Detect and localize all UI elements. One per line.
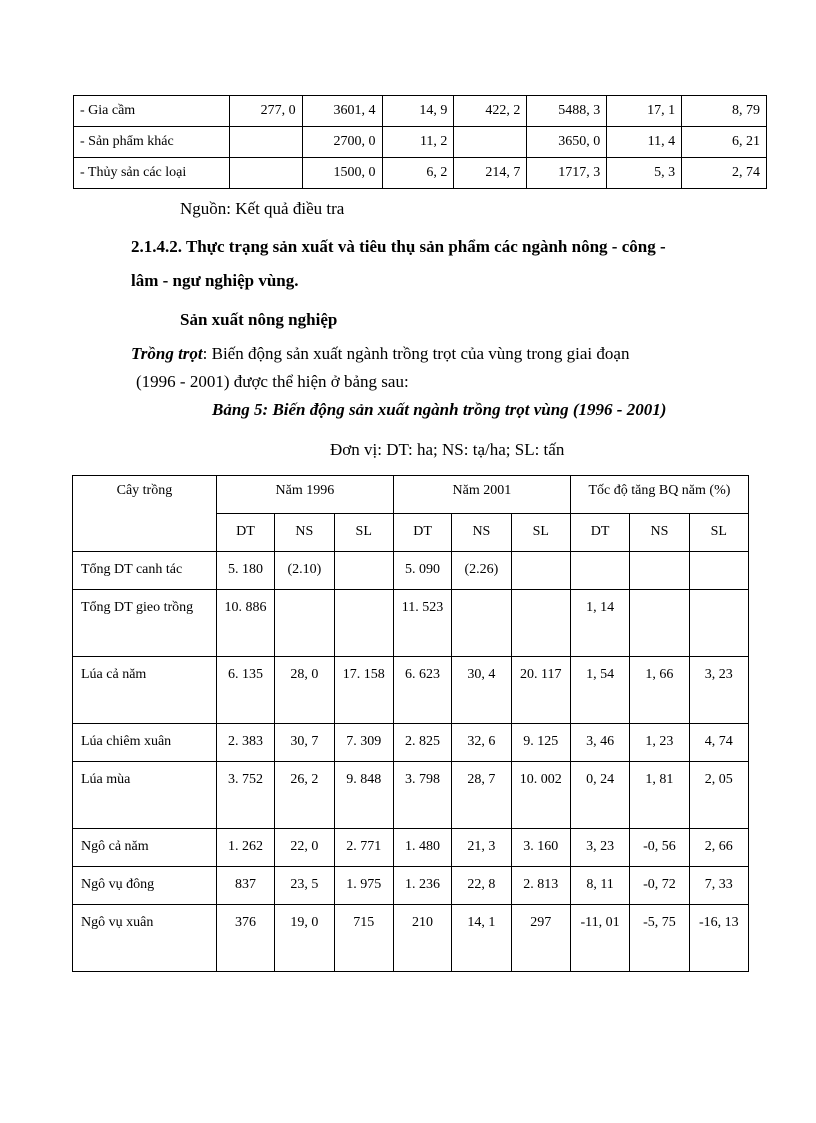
header-row bbox=[73, 476, 749, 514]
row-label: Tổng DT gieo trồng bbox=[73, 590, 217, 657]
table-cell: 1500, 0 bbox=[302, 158, 382, 189]
table-cell: 30, 7 bbox=[275, 724, 334, 762]
table-row bbox=[74, 158, 767, 189]
table-cell: 715 bbox=[334, 905, 393, 972]
table-cell: 11, 2 bbox=[382, 127, 454, 158]
header-year-1996: Năm 1996 bbox=[216, 476, 393, 514]
table-cell: 2. 771 bbox=[334, 829, 393, 867]
table-cell: 6. 135 bbox=[216, 657, 274, 724]
subheader-cell: NS bbox=[275, 514, 334, 552]
table-row bbox=[74, 96, 767, 127]
table-cell: 1, 54 bbox=[570, 657, 629, 724]
subheader-cell: DT bbox=[570, 514, 629, 552]
table-cell: 28, 7 bbox=[452, 762, 511, 829]
table-cell: 210 bbox=[393, 905, 451, 972]
table-cell: 7, 33 bbox=[689, 867, 748, 905]
table-row bbox=[73, 552, 749, 590]
table-cell: 26, 2 bbox=[275, 762, 334, 829]
table-cell bbox=[452, 590, 511, 657]
header-crop: Cây trồng bbox=[73, 476, 217, 552]
row-label: - Gia cầm bbox=[74, 96, 230, 127]
table-cell: 2700, 0 bbox=[302, 127, 382, 158]
intro-paragraph bbox=[131, 344, 629, 364]
table-cell: 5, 3 bbox=[607, 158, 682, 189]
table-cell bbox=[229, 127, 302, 158]
table-cell: (2.26) bbox=[452, 552, 511, 590]
table-cell: 6, 2 bbox=[382, 158, 454, 189]
table-cell: 30, 4 bbox=[452, 657, 511, 724]
section-heading-continued: lâm - ngư nghiệp vùng. bbox=[131, 271, 299, 290]
table-cell: 1. 975 bbox=[334, 867, 393, 905]
table-cell bbox=[630, 552, 689, 590]
row-label: Lúa mùa bbox=[73, 762, 217, 829]
table-cell: 376 bbox=[216, 905, 274, 972]
table-cell bbox=[334, 552, 393, 590]
section-heading: 2.1.4.2. Thực trạng sản xuất và tiêu thụ sản phẩm các ngành nông - công - bbox=[131, 237, 666, 256]
table-cell bbox=[334, 590, 393, 657]
table-cell: 22, 0 bbox=[275, 829, 334, 867]
table-cell: 5488, 3 bbox=[527, 96, 607, 127]
row-label: - Thủy sản các loại bbox=[74, 158, 230, 189]
table-row bbox=[73, 829, 749, 867]
table-cell: 3, 23 bbox=[570, 829, 629, 867]
table-cell: 837 bbox=[216, 867, 274, 905]
table-cell: 1717, 3 bbox=[527, 158, 607, 189]
table-cell: 1. 262 bbox=[216, 829, 274, 867]
subheading: Sản xuất nông nghiệp bbox=[180, 310, 338, 329]
intro-label: Trồng trọt bbox=[131, 344, 203, 363]
table-cell: 2, 66 bbox=[689, 829, 748, 867]
table-cell: 5. 180 bbox=[216, 552, 274, 590]
table-row bbox=[73, 657, 749, 724]
table-row bbox=[74, 127, 767, 158]
subheader-cell: SL bbox=[511, 514, 570, 552]
table-cell bbox=[511, 590, 570, 657]
table-cell: 6. 623 bbox=[393, 657, 451, 724]
table-cell: -0, 72 bbox=[630, 867, 689, 905]
table-cell: 14, 1 bbox=[452, 905, 511, 972]
table-cell: 21, 3 bbox=[452, 829, 511, 867]
header-growth-rate: Tốc độ tăng BQ năm (%) bbox=[570, 476, 748, 514]
table-cell: 1, 81 bbox=[630, 762, 689, 829]
table-cell: 10. 002 bbox=[511, 762, 570, 829]
subheader-cell: DT bbox=[216, 514, 274, 552]
table-cell: 3, 23 bbox=[689, 657, 748, 724]
intro-text: : Biến động sản xuất ngành trồng trọt của vùng trong giai đoạn bbox=[202, 344, 630, 363]
table-cell: 1. 236 bbox=[393, 867, 451, 905]
table-cell: 22, 8 bbox=[452, 867, 511, 905]
continued-table bbox=[73, 95, 767, 189]
table-cell bbox=[454, 127, 527, 158]
table-cell bbox=[570, 552, 629, 590]
table-cell bbox=[229, 158, 302, 189]
subheader-cell: SL bbox=[689, 514, 748, 552]
table-cell: 8, 79 bbox=[682, 96, 767, 127]
table-row bbox=[73, 590, 749, 657]
table-cell: 214, 7 bbox=[454, 158, 527, 189]
table-cell: -5, 75 bbox=[630, 905, 689, 972]
intro-paragraph-continued: (1996 - 2001) được thể hiện ở bảng sau: bbox=[136, 372, 409, 391]
table-row bbox=[73, 867, 749, 905]
table-cell: 4, 74 bbox=[689, 724, 748, 762]
table-cell: 3. 798 bbox=[393, 762, 451, 829]
table-cell: 2, 74 bbox=[682, 158, 767, 189]
table-cell: 2, 05 bbox=[689, 762, 748, 829]
crop-production-table bbox=[72, 475, 749, 972]
table-cell: 23, 5 bbox=[275, 867, 334, 905]
table-cell: 11. 523 bbox=[393, 590, 451, 657]
table-cell: -0, 56 bbox=[630, 829, 689, 867]
table-cell: 8, 11 bbox=[570, 867, 629, 905]
row-label: Ngô cả năm bbox=[73, 829, 217, 867]
row-label: Ngô vụ đông bbox=[73, 867, 217, 905]
row-label: - Sản phẩm khác bbox=[74, 127, 230, 158]
table-cell bbox=[689, 552, 748, 590]
table-cell: 422, 2 bbox=[454, 96, 527, 127]
table-cell: 297 bbox=[511, 905, 570, 972]
source-note: Nguồn: Kết quả điều tra bbox=[180, 199, 345, 218]
row-label: Lúa cả năm bbox=[73, 657, 217, 724]
table-cell: 28, 0 bbox=[275, 657, 334, 724]
table-cell: 3601, 4 bbox=[302, 96, 382, 127]
table-caption: Bảng 5: Biến động sản xuất ngành trồng trọt vùng (1996 - 2001) bbox=[212, 400, 667, 419]
table-cell: 10. 886 bbox=[216, 590, 274, 657]
table-cell bbox=[689, 590, 748, 657]
table-cell: 1, 23 bbox=[630, 724, 689, 762]
table-cell: 1. 480 bbox=[393, 829, 451, 867]
table-cell: 7. 309 bbox=[334, 724, 393, 762]
table-cell bbox=[630, 590, 689, 657]
table-cell: 5. 090 bbox=[393, 552, 451, 590]
table-cell bbox=[275, 590, 334, 657]
table-cell bbox=[511, 552, 570, 590]
table-cell: 17, 1 bbox=[607, 96, 682, 127]
subheader-cell: NS bbox=[630, 514, 689, 552]
table-cell: 3, 46 bbox=[570, 724, 629, 762]
table-cell: 3. 752 bbox=[216, 762, 274, 829]
row-label: Tổng DT canh tác bbox=[73, 552, 217, 590]
table-cell: 277, 0 bbox=[229, 96, 302, 127]
table-cell: 2. 813 bbox=[511, 867, 570, 905]
table-row bbox=[73, 762, 749, 829]
row-label: Lúa chiêm xuân bbox=[73, 724, 217, 762]
subheader-cell: NS bbox=[452, 514, 511, 552]
table-cell: 32, 6 bbox=[452, 724, 511, 762]
table-cell: 1, 66 bbox=[630, 657, 689, 724]
table-cell: 6, 21 bbox=[682, 127, 767, 158]
table-cell: 11, 4 bbox=[607, 127, 682, 158]
header-year-2001: Năm 2001 bbox=[393, 476, 570, 514]
table-cell: -16, 13 bbox=[689, 905, 748, 972]
table-cell: 14, 9 bbox=[382, 96, 454, 127]
table-row bbox=[73, 905, 749, 972]
table-cell: 2. 825 bbox=[393, 724, 451, 762]
table-cell: 3650, 0 bbox=[527, 127, 607, 158]
table-row bbox=[73, 724, 749, 762]
table-cell: 0, 24 bbox=[570, 762, 629, 829]
unit-note: Đơn vị: DT: ha; NS: tạ/ha; SL: tấn bbox=[330, 440, 565, 459]
table-cell: 9. 125 bbox=[511, 724, 570, 762]
table-cell: -11, 01 bbox=[570, 905, 629, 972]
table-cell: 19, 0 bbox=[275, 905, 334, 972]
table-cell: 3. 160 bbox=[511, 829, 570, 867]
subheader-cell: DT bbox=[393, 514, 451, 552]
table-cell: 9. 848 bbox=[334, 762, 393, 829]
subheader-cell: SL bbox=[334, 514, 393, 552]
table-cell: 1, 14 bbox=[570, 590, 629, 657]
table-cell: 17. 158 bbox=[334, 657, 393, 724]
table-cell: 20. 117 bbox=[511, 657, 570, 724]
table-cell: (2.10) bbox=[275, 552, 334, 590]
table-cell: 2. 383 bbox=[216, 724, 274, 762]
row-label: Ngô vụ xuân bbox=[73, 905, 217, 972]
